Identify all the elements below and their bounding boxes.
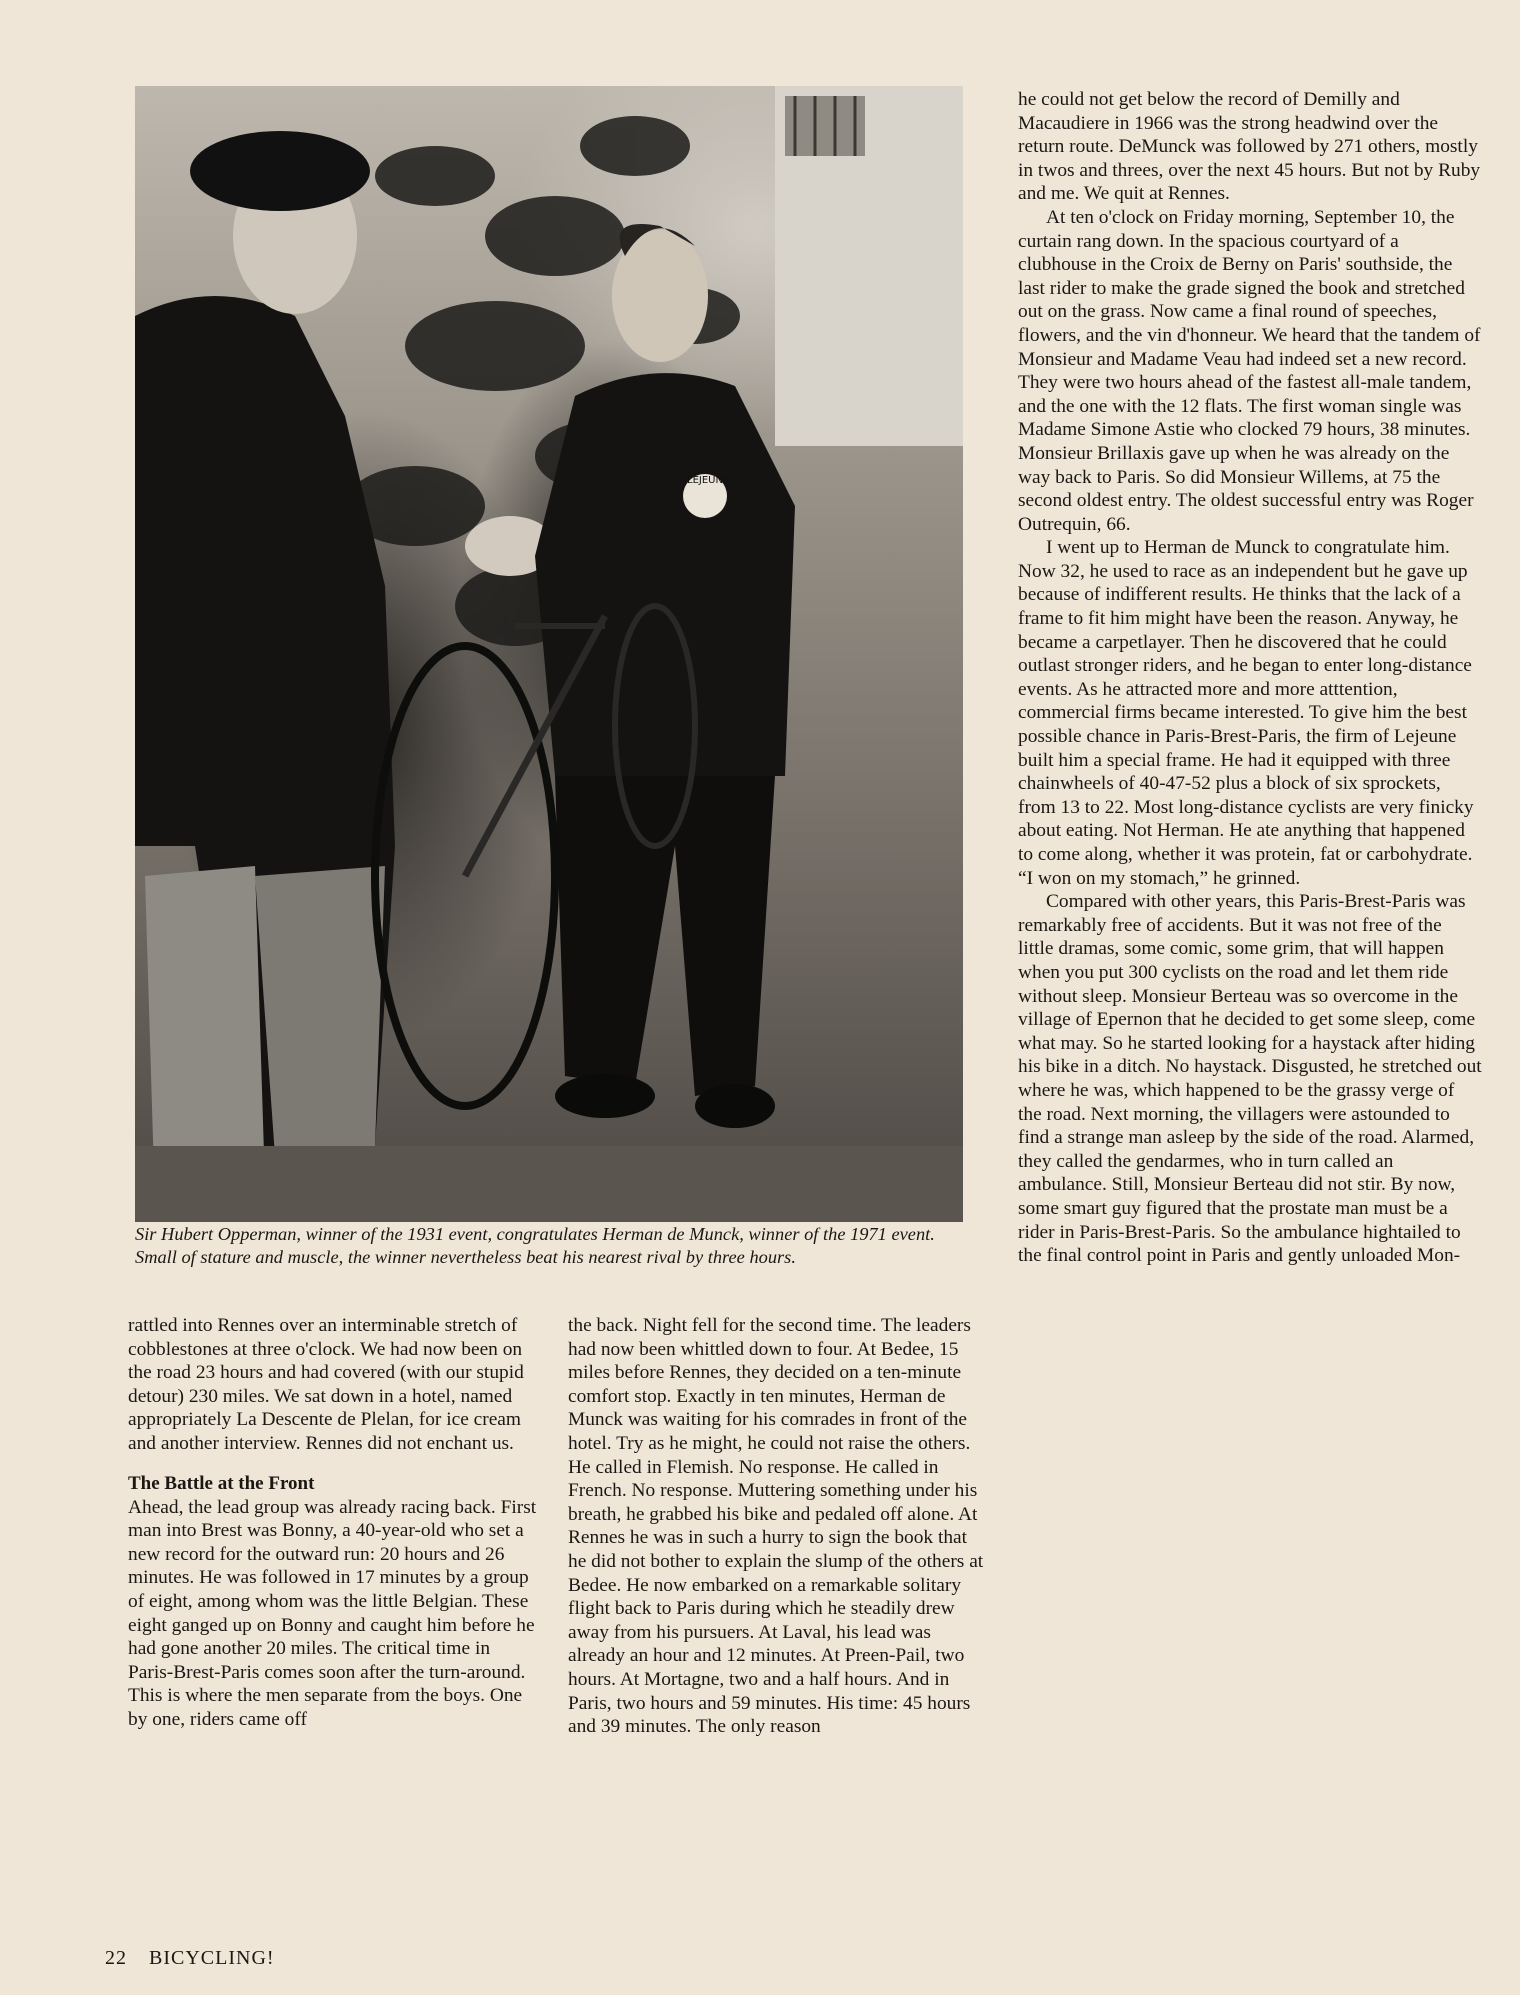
paragraph: I went up to Herman de Munck to congratulate him. Now 32, he used to race as an independent but he gave up because of indifferent results. He thinks that the lack of a frame to fit him might have been the reason. Anyway, he became a carpetlayer. Then he discovered that he could outlast stronger riders, and he began to enter long-distance events. As he attracted more and more atttention, commercial firms became interested. To give him the best possible chance in Paris-Brest-Paris, the firm of Lejeune built him a special frame. He had it equipped with three chainwheels of 40-47-52 plus a block of six sprockets, from 13 to 22. Most long-distance cyclists are very finicky about eating. Not Herman. He ate anything that happened to come along, whether it was protein, fat or carbohydrate. “I won on my stomach,” he grinned. (1018, 537, 1474, 889)
page-footer (105, 1947, 297, 1970)
column-3 (1018, 88, 1482, 1268)
magazine-name: BICYCLING! (149, 1947, 275, 1969)
paragraph: rattled into Rennes over an interminable stretch of cobblestones at three o'clock. We had now been on the road 23 hours and had covered (with our stupid detour) 230 miles. We sat down in a hotel, named appropriately La Descente de Plelan, for ice cream and another interview. Rennes did not enchant us. (128, 1315, 524, 1454)
jacket-badge-text: LEJEUNE (687, 475, 730, 486)
column-1 (128, 1314, 538, 1732)
photo-illustration (135, 86, 963, 1222)
paragraph: At ten o'clock on Friday morning, September 10, the curtain rang down. In the spacious courtyard of a clubhouse in the Croix de Berny on Paris' southside, the last rider to make the grade signed the book and stretched out on the grass. Now came a final round of speeches, flowers, and the vin d'honneur. We heard that the tandem of Monsieur and Madame Veau had indeed set a new record. They were two hours ahead of the fastest all-male tandem, and the one with the 12 flats. The first woman single was Madame Simone Astie who clocked 79 hours, 38 minutes. Monsieur Brillaxis gave up when he was already on the way back to Paris. So did Monsieur Willems, at 75 the second oldest entry. The oldest successful entry was Roger Outrequin, 66. (1018, 206, 1481, 535)
paragraph: Compared with other years, this Paris-Brest-Paris was remarkably free of accidents. But it was not free of the little dramas, some comic, some grim, that will happen when you put 300 cyclists on the road and let them ride without sleep. Monsieur Berteau was so overcome in the village of Epernon that he decided to get some sleep, come what may. So he started looking for a haystack after hiding his bike in a ditch. No haystack. Disgusted, he stretched out where he was, which happened to be the grassy verge of the road. Next morning, the villagers were astounded to find a strange man asleep by the side of the road. Alarmed, they called the gendarmes, who in turn called an ambulance. Still, Monsieur Berteau did not stir. By now, some smart guy figured that the prostate man must be a rider in Paris-Brest-Paris. So the ambulance hightailed to the final control point in Paris and gently unloaded Mon- (1018, 891, 1482, 1267)
section-heading: The Battle at the Front (128, 1472, 315, 1494)
column-2 (568, 1314, 988, 1739)
paragraph: Ahead, the lead group was already racing back. First man into Brest was Bonny, a 40-year-old who set a new record for the outward run: 20 hours and 26 minutes. He was followed in 17 minutes by a group of eight, among whom was the little Belgian. These eight ganged up on Bonny and caught him before he had gone another 20 miles. The critical time in Paris-Brest-Paris comes soon after the turn-around. This is where the men separate from the boys. One by one, riders came off (128, 1496, 537, 1730)
article-photo (135, 86, 963, 1222)
paragraph: the back. Night fell for the second time. The leaders had now been whittled down to four. At Bedee, 15 miles before Rennes, they decided on a ten-minute comfort stop. Exactly in ten minutes, Herman de Munck was waiting for his comrades in front of the hotel. Try as he might, he could not raise the others. He called in Flemish. No response. He called in French. No response. Muttering something under his breath, he grabbed his bike and pedaled off alone. At Rennes he was in such a hurry to sign the book that he did not bother to explain the slump of the others at Bedee. He now embarked on a remarkable solitary flight back to Paris during which he steadily drew away from his pursuers. At Laval, his lead was already an hour and 12 minutes. At Preen-Pail, two hours. At Mortagne, two and a half hours. And in Paris, two hours and 59 minutes. His time: 45 hours and 39 minutes. The only reason (568, 1315, 984, 1738)
photo-caption: Sir Hubert Opperman, winner of the 1931 event, congratulates Herman de Munck, winner of the 1971 event. Small of stature and muscle, the winner nevertheless beat his nearest rival by three hours. (135, 1224, 935, 1267)
page-number: 22 (105, 1947, 127, 1969)
paragraph: he could not get below the record of Demilly and Macaudiere in 1966 was the strong headwind over the return route. DeMunck was followed by 271 others, mostly in twos and threes, over the next 45 hours. But not by Ruby and me. We quit at Rennes. (1018, 89, 1481, 205)
